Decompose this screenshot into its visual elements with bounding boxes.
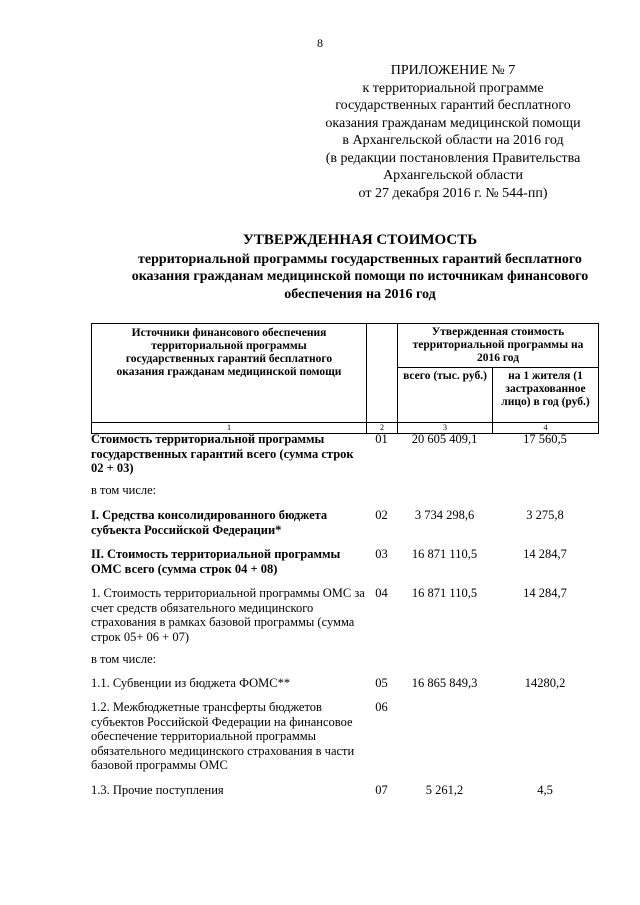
table-row <box>91 690 598 773</box>
row-per: 17 560,5 <box>523 432 567 446</box>
row-code: 05 <box>375 675 388 690</box>
row-label: II. Стоимость территориальной программы ОМС всего (сумма строк 04 + 08) <box>91 547 341 576</box>
header-total: всего (тыс. руб.) <box>398 368 493 423</box>
row-label: 1.2. Межбюджетные трансферты бюджетов субъектов Российской Федерации на финансовое обеспечение территориальной программы обязательного медицинского страхования в части базовой программы ОМС <box>91 700 355 772</box>
row-total: 16 871 110,5 <box>411 547 478 561</box>
col-number: 2 <box>367 423 398 434</box>
row-code: 03 <box>375 547 388 561</box>
appendix-line: в Архангельской области на 2016 год <box>342 133 564 148</box>
appendix-line: ПРИЛОЖЕНИЕ № 7 <box>390 63 516 78</box>
header-code <box>367 324 398 423</box>
table-row <box>91 497 598 537</box>
title-heading: УТВЕРЖДЕННАЯ СТОИМОСТЬ <box>242 232 478 248</box>
header-per-person: на 1 жителя (1 застрахованное лицо) в год (руб.) <box>493 368 599 423</box>
row-total <box>397 690 492 773</box>
row-per: 4,5 <box>537 782 553 797</box>
row-label: в том числе: <box>91 482 157 497</box>
data-table <box>91 432 598 797</box>
header-approved: Утвержденная стоимость территориальной программы на 2016 год <box>398 324 599 368</box>
title-line: обеспечения на 2016 год <box>284 286 436 302</box>
appendix-line: государственных гарантий бесплатного <box>335 98 571 113</box>
row-total: 20 605 409,1 <box>411 432 478 446</box>
col-number: 3 <box>398 423 493 434</box>
table-header <box>91 323 599 434</box>
table-row <box>91 576 598 644</box>
row-code: 01 <box>375 432 388 446</box>
appendix-line: к территориальной программе <box>362 80 544 96</box>
row-total: 3 734 298,6 <box>414 508 475 522</box>
col-number: 1 <box>92 423 367 434</box>
row-code: 07 <box>375 782 388 797</box>
page-number: 8 <box>317 36 323 50</box>
row-per: 14 284,7 <box>523 547 567 561</box>
appendix-block <box>308 62 598 202</box>
table-row <box>91 476 598 498</box>
row-label: 1. Стоимость территориальной программы ОМС за счет средств обязательного медицинского страхования в рамках базовой программы (сумма строк 05+ 06 + 07) <box>91 586 365 644</box>
row-label: 1.1. Субвенции из бюджета ФОМС** <box>91 675 291 690</box>
row-total: 16 865 849,3 <box>411 675 478 690</box>
row-label: I. Средства консолидированного бюджета субъекта Российской Федерации* <box>91 508 328 537</box>
appendix-line: оказания гражданам медицинской помощи <box>325 115 581 131</box>
row-code: 04 <box>375 586 388 600</box>
appendix-line: от 27 декабря 2016 г. № 544-пп) <box>358 185 548 201</box>
document-title <box>60 232 640 303</box>
table-row <box>91 773 598 798</box>
title-line: территориальной программы государственных гарантий бесплатного <box>138 251 582 267</box>
table-row <box>91 667 598 691</box>
header-sources: Источники финансового обеспечения территориальной программы государственных гарантий бесплатного оказания гражданам медицинской помощи <box>92 324 367 423</box>
row-per: 14 284,7 <box>523 586 567 600</box>
title-line: оказания гражданам медицинской помощи по источникам финансового <box>131 269 589 284</box>
table-row <box>91 432 598 476</box>
row-code: 06 <box>375 700 388 714</box>
row-per: 3 275,8 <box>526 508 564 522</box>
col-number: 4 <box>493 423 599 434</box>
table-row <box>91 644 598 667</box>
appendix-line: Архангельской области <box>383 168 523 183</box>
table-row <box>91 537 598 576</box>
row-per: 14280,2 <box>524 675 566 690</box>
row-total: 5 261,2 <box>425 782 464 797</box>
row-code: 02 <box>375 508 388 522</box>
row-total: 16 871 110,5 <box>411 586 478 600</box>
row-label: в том числе: <box>91 652 157 666</box>
row-label: Стоимость территориальной программы государственных гарантий всего (сумма строк 02 + 03) <box>91 432 354 475</box>
row-label: 1.3. Прочие поступления <box>91 782 224 797</box>
row-per <box>492 690 598 773</box>
appendix-line: (в редакции постановления Правительства <box>325 150 581 166</box>
